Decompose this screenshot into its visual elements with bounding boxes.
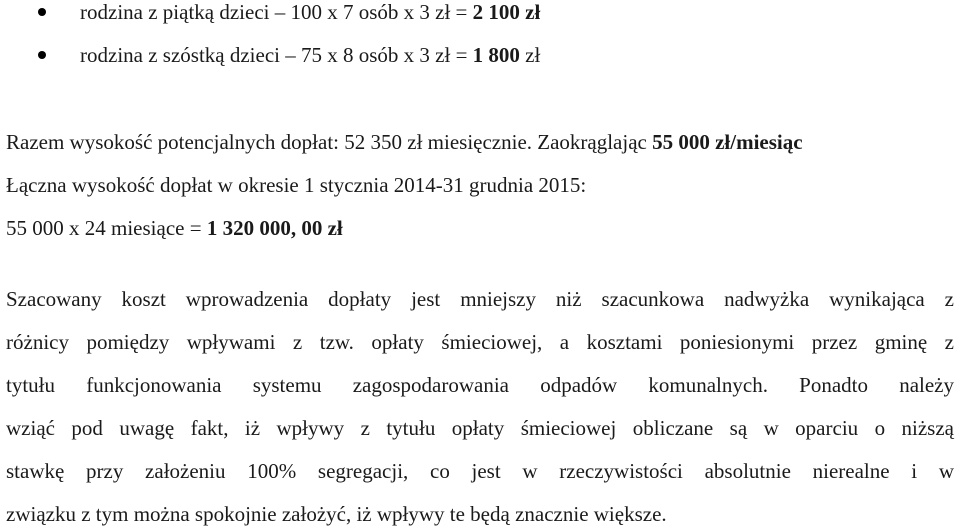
bullet-item: rodzina z szóstką dzieci – 75 x 8 osób x 3 zł = 1 800 zł [80,43,541,67]
bullet-item: rodzina z piątką dzieci – 100 x 7 osób x 3 zł = 2 100 zł [80,0,541,24]
bullet-dot [38,8,46,16]
paragraph-line: tytułu funkcjonowania systemu zagospodarowania odpadów komunalnych. Ponadto należy [6,373,954,397]
paragraph-line: stawkę przy założeniu 100% segregacji, co jest w rzeczywistości absolutnie nierealne i w [6,459,954,483]
summary-period-line: Łączna wysokość dopłat w okresie 1 stycznia 2014-31 grudnia 2015: [6,173,587,197]
paragraph-line: różnicy pomiędzy wpływami z tzw. opłaty śmieciowej, a kosztami poniesionymi przez gminę z [6,330,954,354]
summary-total-line: Razem wysokość potencjalnych dopłat: 52 350 zł miesięcznie. Zaokrąglając 55 000 zł/miesiąc [6,130,803,154]
paragraph-line: Szacowany koszt wprowadzenia dopłaty jest mniejszy niż szacunkowa nadwyżka wynikająca z [6,287,954,311]
summary-calculation-line: 55 000 x 24 miesiące = 1 320 000, 00 zł [6,216,343,240]
bullet-dot [38,51,46,59]
paragraph-line: wziąć pod uwagę fakt, iż wpływy z tytułu opłaty śmieciowej obliczane są w oparciu o niższą [6,416,954,440]
paragraph-line: związku z tym można spokojnie założyć, iż wpływy te będą znacznie większe. [6,502,667,526]
